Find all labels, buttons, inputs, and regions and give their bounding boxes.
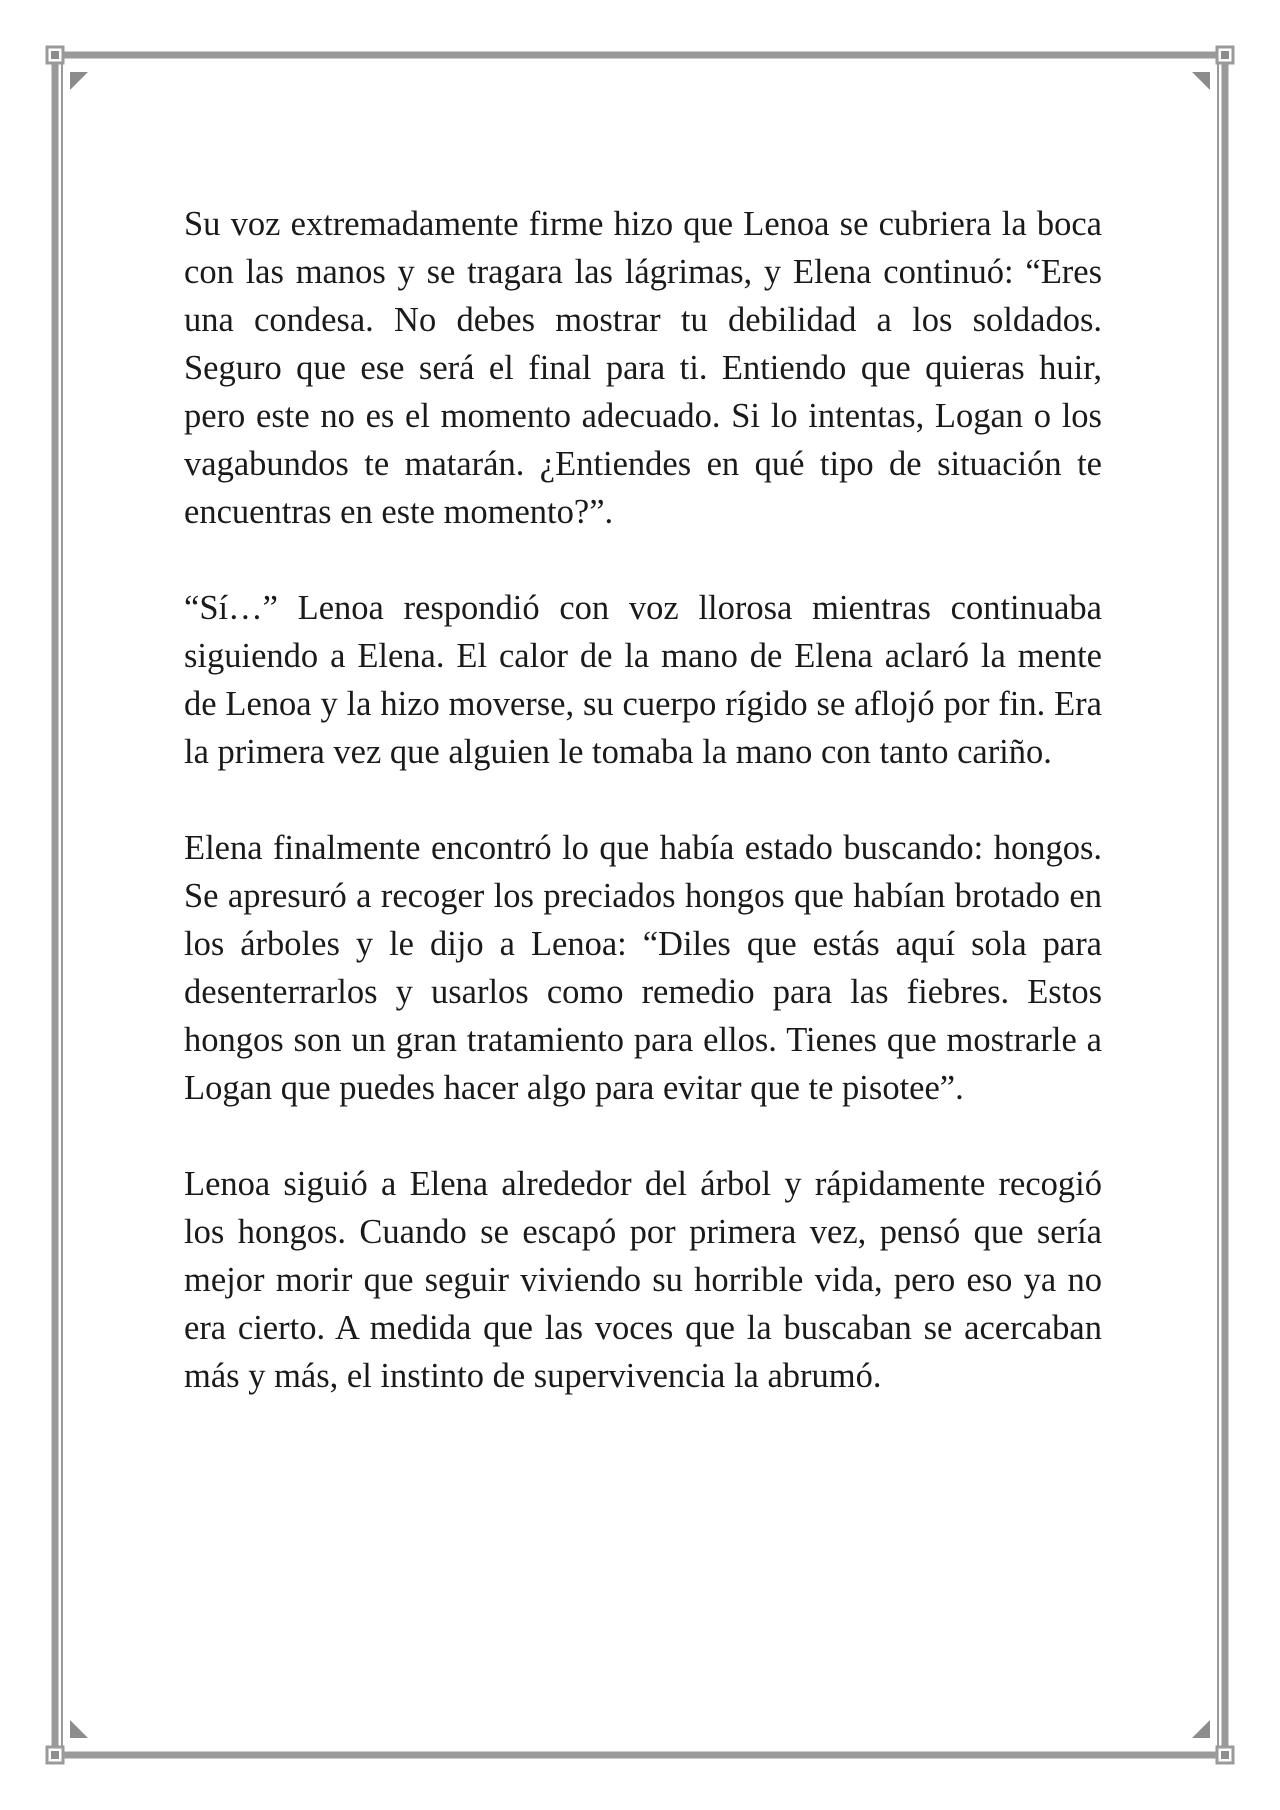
paragraph-2: “Sí…” Lenoa respondió con voz llorosa mientras continuaba siguiendo a Elena. El calor de la mano de Elena aclaró la mente de Lenoa y la hizo moverse, su cuerpo rígido se aflojó por fin. Era la primera vez que alguien le tomaba la mano con tanto cariño. (184, 589, 1102, 771)
page-body (184, 200, 1102, 1400)
paragraph-1: Su voz extremadamente firme hizo que Lenoa se cubriera la boca con las manos y se tragara las lágrimas, y Elena continuó: “Eres una condesa. No debes mostrar tu debilidad a los soldados. Seguro que ese será el final para ti. Entiendo que quieras huir, pero este no es el momento adecuado. Si lo intentas, Logan o los vagabundos te matarán. ¿Entiendes en qué tipo de situación te encuentras en este momento?”. (184, 205, 1102, 531)
paragraph-3: Elena finalmente encontró lo que había estado buscando: hongos. Se apresuró a recoger los preciados hongos que habían brotado en los árboles y le dijo a Lenoa: “Diles que estás aquí sola para desenterrarlos y usarlos como remedio para las fiebres. Estos hongos son un gran tratamiento para ellos. Tienes que mostrarle a Logan que puedes hacer algo para evitar que te pisotee”. (184, 829, 1102, 1107)
paragraph-4: Lenoa siguió a Elena alrededor del árbol y rápidamente recogió los hongos. Cuando se escapó por primera vez, pensó que sería mejor morir que seguir viviendo su horrible vida, pero eso ya no era cierto. A medida que las voces que la buscaban se acercaban más y más, el instinto de supervivencia la abrumó. (184, 1165, 1102, 1395)
